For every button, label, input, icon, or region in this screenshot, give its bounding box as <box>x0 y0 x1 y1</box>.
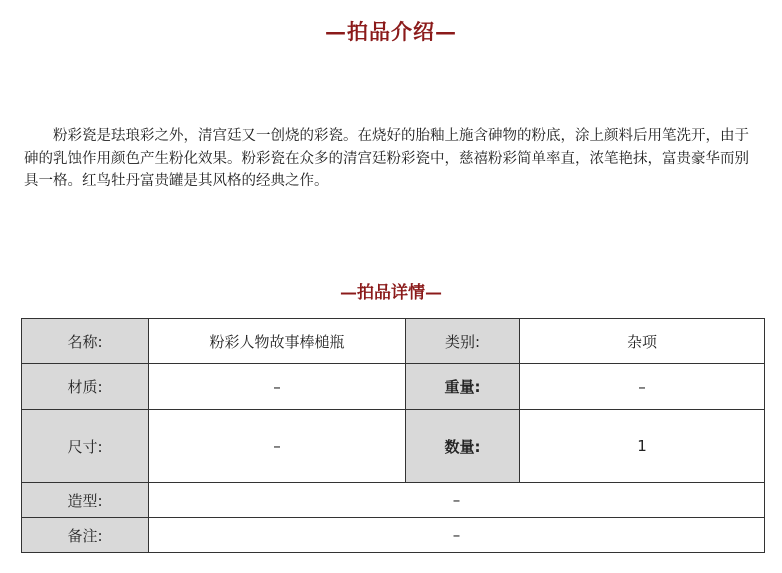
table-row <box>22 483 765 518</box>
size-value: – <box>149 410 406 483</box>
intro-paragraph: 粉彩瓷是珐琅彩之外，清宫廷又一创烧的彩瓷。在烧好的胎釉上施含砷物的粉底，涂上颜料后用笔洗开，由于砷的乳蚀作用颜色产生粉化效果。粉彩瓷在众多的清宫廷粉彩瓷中，慈禧粉彩简单率直，浓笔艳抹，富贵豪华而别具一格。红鸟牡丹富贵罐是其风格的经典之作。 <box>24 128 749 189</box>
shape-label: 造型: <box>22 483 149 518</box>
material-value: – <box>149 364 406 410</box>
details-table <box>21 318 765 553</box>
size-label: 尺寸: <box>22 410 149 483</box>
quantity-label: 数量: <box>406 410 520 483</box>
details-section-title: —拍品详情— <box>340 283 442 303</box>
shape-value: – <box>149 483 765 518</box>
table-row <box>22 518 765 553</box>
weight-label: 重量: <box>406 364 520 410</box>
weight-value: – <box>520 364 765 410</box>
notes-label: 备注: <box>22 518 149 553</box>
intro-section-title: —拍品介绍— <box>325 19 457 44</box>
category-value: 杂项 <box>520 319 765 364</box>
name-label: 名称: <box>22 319 149 364</box>
table-row <box>22 364 765 410</box>
table-row <box>22 319 765 364</box>
material-label: 材质: <box>22 364 149 410</box>
quantity-value: 1 <box>520 410 765 483</box>
table-row <box>22 410 765 483</box>
category-label: 类别: <box>406 319 520 364</box>
notes-value: – <box>149 518 765 553</box>
name-value: 粉彩人物故事棒槌瓶 <box>149 319 406 364</box>
